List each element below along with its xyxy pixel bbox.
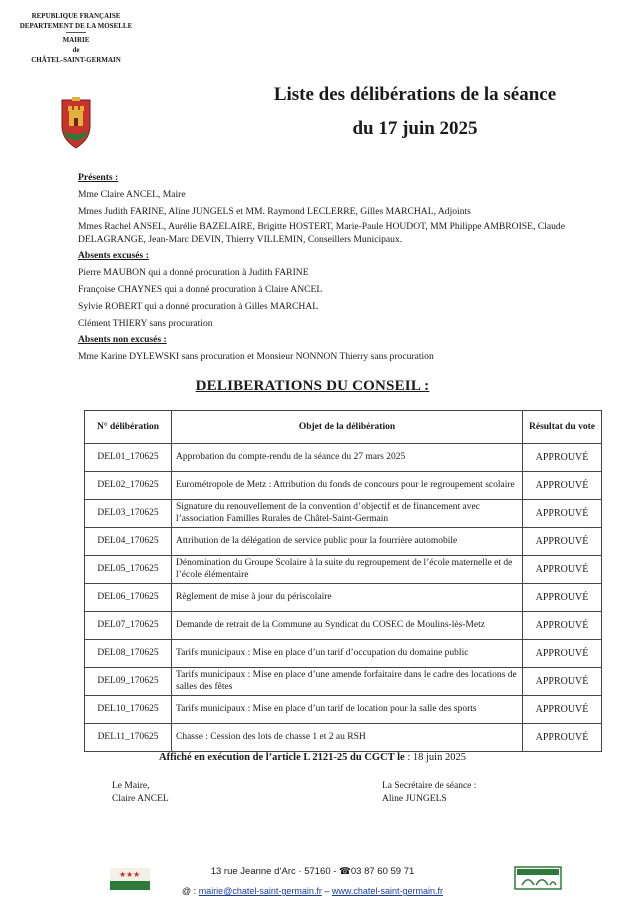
deliberations-heading: DELIBERATIONS DU CONSEIL : [195, 378, 430, 394]
posting-label: Affiché en exécution de l’article L 2121-25 du CGCT le [159, 752, 405, 763]
posting-date: : 18 juin 2025 [407, 752, 466, 763]
deliberation-object: Dénomination du Groupe Scolaire à la suite du regroupement de l’école maternelle et de l’école élémentaire [172, 556, 523, 584]
de-label: de [72, 46, 80, 54]
deliberation-number: DEL05_170625 [85, 556, 172, 584]
document-title [230, 78, 600, 146]
deliberation-object: Signature du renouvellement de la convention d’objectif et de financement avec l’association Familles Rurales de Châtel-Saint-Germain [172, 500, 523, 528]
table-row [85, 556, 602, 584]
excused-heading: Absents excusés : [78, 250, 149, 262]
excused-item: Clément THIERY sans procuration [78, 317, 213, 329]
deliberation-object: Tarifs municipaux : Mise en place d’un tarif de location pour la salle des sports [172, 696, 523, 724]
vote-result: APPROUVÉ [523, 584, 602, 612]
unexcused-heading: Absents non excusés : [78, 334, 167, 346]
table-row [85, 640, 602, 668]
attendance-section [78, 170, 608, 366]
column-header-object: Objet de la délibération [172, 411, 523, 444]
excused-item: Sylvie ROBERT qui a donné procuration à Gilles MARCHAL [78, 300, 319, 312]
present-item: Mmes Rachel ANSEL, Aurélie BAZELAIRE, Brigitte HOSTERT, Marie-Paule HOUDOT, MM Philippe AMBROISE, Claude DELAGRANGE, Jean-Marc DEVIN, Thierry VILLEMIN, Conseillers Municipaux. [78, 221, 565, 246]
deliberation-number: DEL02_170625 [85, 472, 172, 500]
deliberation-object: Chasse : Cession des lots de chasse 1 et 2 au RSH [172, 724, 523, 752]
deliberation-number: DEL08_170625 [85, 640, 172, 668]
commune-label: CHÂTEL-SAINT-GERMAIN [31, 56, 121, 64]
deliberation-object: Tarifs municipaux : Mise en place d’un tarif d’occupation du domaine public [172, 640, 523, 668]
vote-result: APPROUVÉ [523, 500, 602, 528]
deliberation-number: DEL03_170625 [85, 500, 172, 528]
table-row [85, 528, 602, 556]
vote-result: APPROUVÉ [523, 444, 602, 472]
table-row [85, 696, 602, 724]
coat-of-arms-icon [56, 96, 96, 150]
footer-separator: – [324, 886, 330, 896]
vote-result: APPROUVÉ [523, 696, 602, 724]
vote-result: APPROUVÉ [523, 472, 602, 500]
column-header-number: N° délibération [85, 411, 172, 444]
excused-item: Pierre MAUBON qui a donné procuration à Judith FARINE [78, 267, 309, 279]
department-label: DEPARTEMENT DE LA MOSELLE [19, 22, 133, 30]
table-row [85, 668, 602, 696]
secretary-signature-block [382, 780, 476, 806]
table-row [85, 584, 602, 612]
vote-result: APPROUVÉ [523, 724, 602, 752]
deliberation-object: Tarifs municipaux : Mise en place d’une amende forfaitaire dans le cadre des locations de salles des fêtes [172, 668, 523, 696]
deliberation-number: DEL06_170625 [85, 584, 172, 612]
letterhead-divider [66, 32, 86, 33]
secretary-name: Aline JUNGELS [382, 794, 447, 804]
website-link[interactable]: www.chatel-saint-germain.fr [331, 886, 443, 896]
vote-result: APPROUVÉ [523, 556, 602, 584]
title-line-1: Liste des délibérations de la séance [273, 84, 557, 105]
deliberation-object: Demande de retrait de la Commune au Syndicat du COSEC de Moulins-lès-Metz [172, 612, 523, 640]
deliberation-number: DEL10_170625 [85, 696, 172, 724]
footer-web-prefix: @ : [182, 886, 197, 896]
vote-result: APPROUVÉ [523, 612, 602, 640]
mayor-signature-block [112, 780, 169, 806]
posting-notice [0, 752, 625, 763]
deliberation-number: DEL04_170625 [85, 528, 172, 556]
deliberation-number: DEL01_170625 [85, 444, 172, 472]
mairie-label: MAIRIE [62, 36, 90, 44]
deliberation-number: DEL09_170625 [85, 668, 172, 696]
vote-result: APPROUVÉ [523, 668, 602, 696]
letterhead [14, 12, 138, 66]
deliberation-number: DEL07_170625 [85, 612, 172, 640]
secretary-role: La Secrétaire de séance : [382, 781, 477, 791]
vote-result: APPROUVÉ [523, 640, 602, 668]
present-heading: Présents : [78, 172, 119, 183]
deliberation-object: Attribution de la délégation de service public pour la fourrière automobile [172, 528, 523, 556]
mayor-name: Claire ANCEL [112, 794, 169, 804]
table-header-row [85, 411, 602, 444]
table-row [85, 724, 602, 752]
column-header-result: Résultat du vote [523, 411, 602, 444]
excused-item: Françoise CHAYNES qui a donné procuration à Claire ANCEL [78, 283, 323, 295]
footer-address: 13 rue Jeanne d’Arc · 57160 - ☎03 87 60 59 71 [210, 866, 415, 877]
deliberations-table [84, 410, 602, 752]
republic-label: REPUBLIQUE FRANÇAISE [31, 12, 121, 20]
title-line-2: du 17 juin 2025 [352, 118, 478, 139]
svg-text:★: ★ [119, 870, 127, 879]
table-row [85, 500, 602, 528]
deliberation-number: DEL11_170625 [85, 724, 172, 752]
table-row [85, 444, 602, 472]
present-item: Mme Claire ANCEL, Maire [78, 188, 186, 200]
present-item: Mmes Judith FARINE, Aline JUNGELS et MM. Raymond LECLERRE, Gilles MARCHAL, Adjoints [78, 205, 471, 217]
vote-result: APPROUVÉ [523, 528, 602, 556]
unexcused-item: Mme Karine DYLEWSKI sans procuration et Monsieur NONNON Thierry sans procuration [78, 351, 434, 363]
footer-contact [0, 886, 625, 896]
table-row [85, 612, 602, 640]
table-row [85, 472, 602, 500]
svg-text:★: ★ [126, 870, 134, 879]
svg-text:★: ★ [133, 870, 141, 879]
deliberation-object: Eurométropole de Metz : Attribution du fonds de concours pour le regroupement scolaire [172, 472, 523, 500]
email-link[interactable]: mairie@chatel-saint-germain.fr [198, 886, 322, 896]
mayor-role: Le Maire, [112, 781, 150, 791]
deliberation-object: Approbation du compte-rendu de la séance du 27 mars 2025 [172, 444, 523, 472]
deliberation-object: Règlement de mise à jour du périscolaire [172, 584, 523, 612]
